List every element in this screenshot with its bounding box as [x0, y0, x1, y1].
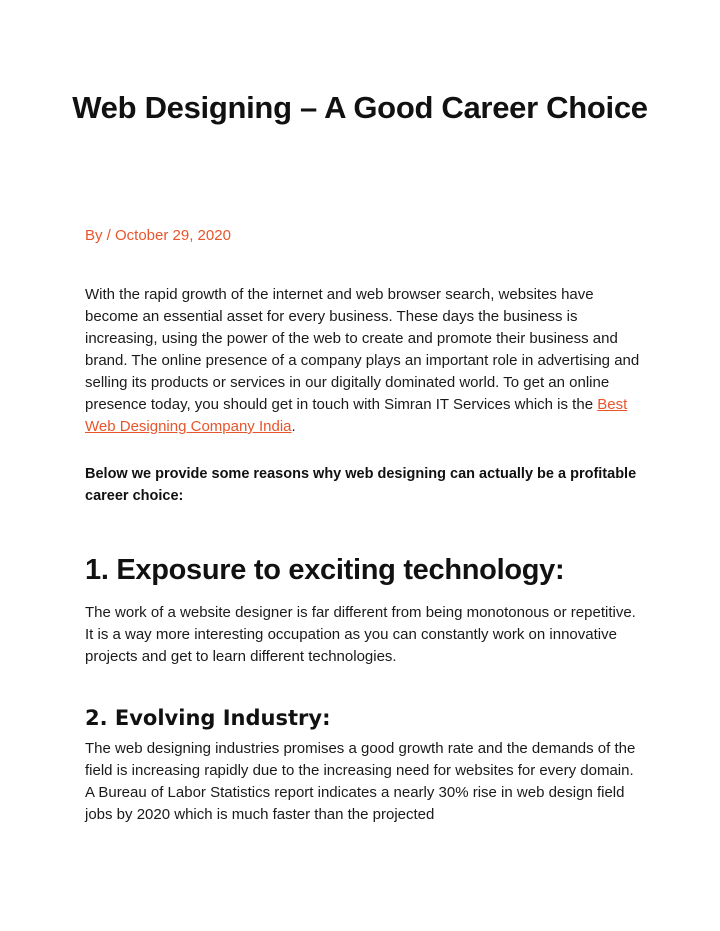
section-2-heading: 2. Evolving Industry: — [85, 706, 331, 730]
intro-text: With the rapid growth of the internet and web browser search, websites have become an essential asset for every business. These days the business is increasing, using the power of the web to create and promote their business and brand. The online presence of a company plays an important role in advertising and selling its products or services in our digitally dominated world. To get an online presence today, you should get in touch with Simran IT Services which is the — [85, 286, 640, 413]
section-1-heading: 1. Exposure to exciting technology: — [85, 554, 565, 586]
best-web-designing-link[interactable]: Best Web Designing Company India — [85, 396, 628, 435]
intro-paragraph — [85, 284, 645, 438]
article-title: Web Designing – A Good Career Choice — [72, 90, 648, 125]
intro-end: . — [291, 418, 296, 435]
section-1-body: The work of a website designer is far different from being monotonous or repetitive. It is a way more interesting occupation as you can constantly work on innovative projects and get to learn different technologies. — [85, 604, 636, 665]
reasons-intro: Below we provide some reasons why web designing can actually be a profitable career choice: — [85, 466, 637, 504]
article-meta: By / October 29, 2020 — [85, 227, 231, 244]
section-2-body: The web designing industries promises a good growth rate and the demands of the field is increasing rapidly due to the increasing need for websites for every domain. A Bureau of Labor Statistics report indicates a nearly 30% rise in web design field jobs by 2020 which is much faster than the projected — [85, 740, 636, 823]
